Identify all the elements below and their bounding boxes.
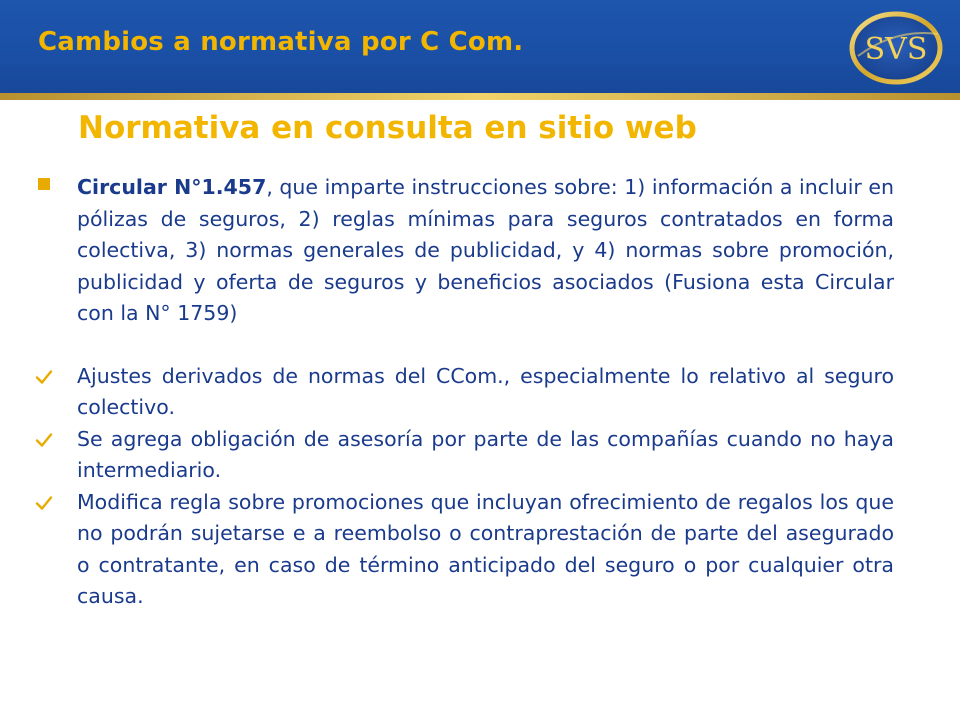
checkmark-icon — [34, 493, 54, 513]
circular-description: , que imparte instrucciones sobre: 1) información a incluir en pólizas de seguros, 2) reglas mínimas para seguros contratados en forma colectiva, 3) normas generales de publicidad, y 4) normas sobre promoción, publicidad y oferta de seguros y beneficios asociados (Fusiona esta Circular con la N° 1759) — [77, 175, 894, 325]
check-item-text: Ajustes derivados de normas del CCom., especialmente lo relativo al seguro colectivo. — [77, 363, 894, 419]
logo-text: SVS — [864, 32, 928, 67]
slide-title: Cambios a normativa por C Com. — [38, 27, 524, 57]
check-item — [38, 424, 894, 487]
section-title: Normativa en consulta en sitio web — [78, 110, 697, 146]
check-item-text: Se agrega obligación de asesoría por parte de las compañías cuando no haya intermediario. — [77, 426, 894, 482]
circular-number: Circular N°1.457 — [77, 175, 267, 199]
checkmark-icon — [34, 367, 54, 387]
circular-bullet-item — [38, 172, 894, 330]
check-item — [38, 361, 894, 424]
slide-content — [38, 172, 894, 613]
check-item — [38, 487, 894, 613]
check-item-text: Modifica regla sobre promociones que incluyan ofrecimiento de regalos los que no podrán sujetarse e a reembolso o contraprestación de parte del asegurado o contratante, en caso de término anticipado del seguro o por cualquier otra causa. — [77, 489, 894, 608]
circular-text — [77, 172, 894, 330]
checkmark-icon — [34, 430, 54, 450]
header-accent-line — [0, 93, 960, 100]
square-bullet-icon — [38, 178, 50, 190]
svs-logo-icon — [846, 8, 946, 88]
